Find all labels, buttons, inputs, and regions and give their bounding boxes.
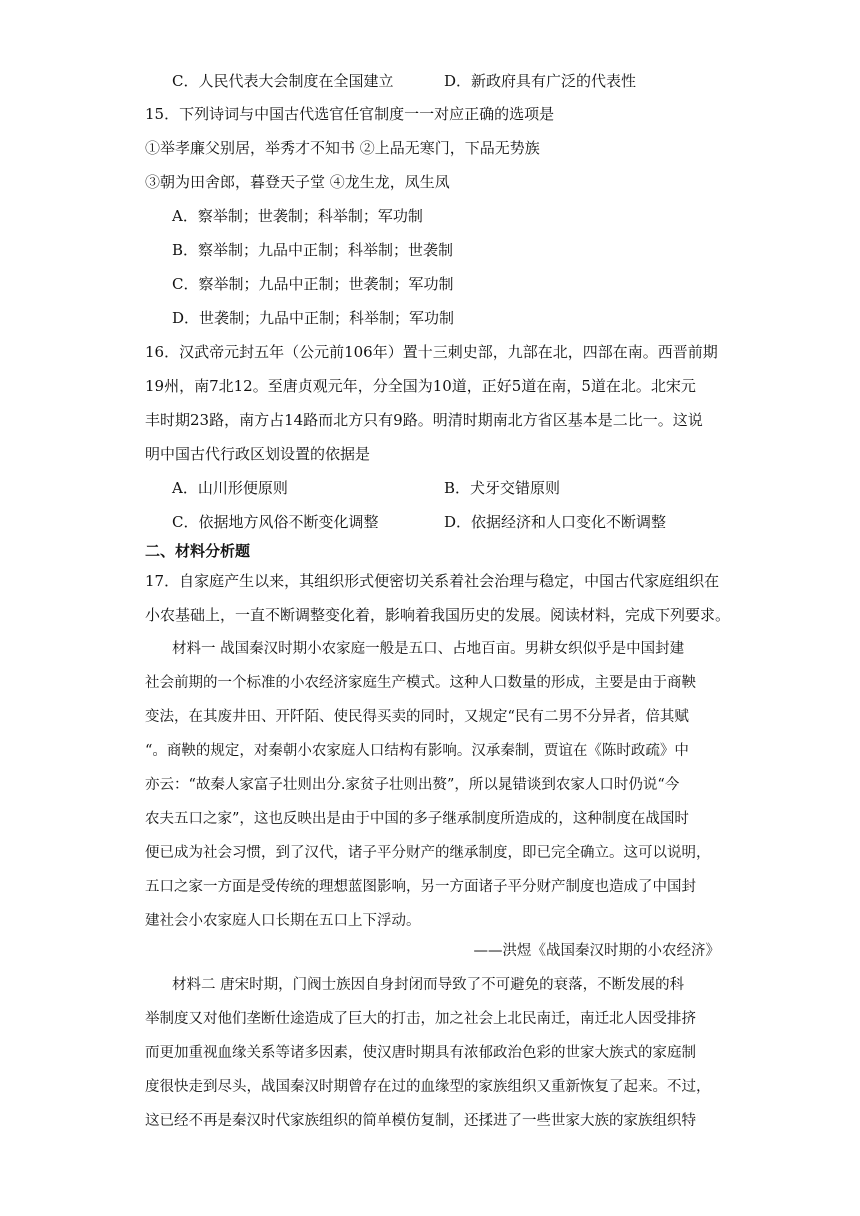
q16-option-a: A．山川形便原则 bbox=[172, 479, 288, 497]
material-1-line: 亦云：“故秦人家富子壮则出分.家贫子壮则出赘”，所以晁错谈到农家人口时仍说“今 bbox=[145, 777, 680, 793]
material-2-line: 而更加重视血缘关系等诸多因素，使汉唐时期具有浓郁政治色彩的世家大族式的家庭制 bbox=[145, 1045, 696, 1061]
material-1-line: 五口之家一方面是受传统的理想蓝图影响，另一方面诸子平分财产制度也造成了中国封 bbox=[145, 879, 696, 895]
q16-options-cd bbox=[172, 512, 747, 532]
q16-option-b: B．犬牙交错原则 bbox=[444, 479, 561, 497]
q14-option-d: D．新政府具有广泛的代表性 bbox=[444, 72, 637, 90]
q14-options-cd bbox=[172, 71, 747, 91]
material-2-line: 度很快走到尽头，战国秦汉时期曾存在过的血缘型的家族组织又重新恢复了起来。不过， bbox=[145, 1079, 711, 1095]
material-2-line: 材料二 唐宋时期，门阀士族因自身封闭而导致了不可避免的衰落，不断发展的科 bbox=[172, 977, 685, 993]
q15-stem: 15．下列诗词与中国古代选官任官制度一一对应正确的选项是 bbox=[145, 105, 555, 123]
q16-stem-line-2: 19州，南7北12。至唐贞观元年，分全国为10道，正好5道在南，5道在北。北宋元 bbox=[145, 377, 696, 395]
q17-stem-line-2: 小农基础上，一直不断调整变化着，影响着我国历史的发展。阅读材料，完成下列要求。 bbox=[145, 606, 731, 624]
material-1-line: 便已成为社会习惯，到了汉代，诸子平分财产的继承制度，即已完全确立。这可以说明， bbox=[145, 845, 711, 861]
q16-stem-line-4: 明中国古代行政区划设置的依据是 bbox=[145, 445, 371, 463]
material-1-source: ——洪煜《战国秦汉时期的小农经济》 bbox=[473, 943, 720, 959]
q15-option-c: C．察举制；九品中正制；世袭制；军功制 bbox=[172, 275, 454, 293]
section-heading: 二、材料分析题 bbox=[145, 542, 251, 560]
q16-option-c: C．依据地方风俗不断变化调整 bbox=[172, 513, 379, 531]
material-1-line: 建社会小农家庭人口长期在五口上下浮动。 bbox=[145, 913, 421, 929]
q15-poem-line-1: ①举孝廉父别居，举秀才不知书 ②上品无寒门，下品无势族 bbox=[145, 139, 540, 157]
material-1-line: 变法，在其废井田、开阡陌、使民得买卖的同时，又规定“民有二男不分异者，倍其赋 bbox=[145, 709, 689, 725]
q15-poem-line-2: ③朝为田舍郎，暮登天子堂 ④龙生龙，凤生凤 bbox=[145, 173, 450, 191]
q16-stem-line-1: 16．汉武帝元封五年（公元前106年）置十三刺史部，九部在北，四部在南。西晋前期 bbox=[145, 343, 718, 361]
q15-option-b: B．察举制；九品中正制；科举制；世袭制 bbox=[172, 241, 454, 259]
material-1-line: 农夫五口之家”，这也反映出是由于中国的多子继承制度所造成的，这种制度在战国时 bbox=[145, 811, 689, 827]
q15-option-d: D．世袭制；九品中正制；科举制；军功制 bbox=[172, 309, 455, 327]
material-1-line: “。商鞅的规定，对秦朝小农家庭人口结构有影响。汉承秦制，贾谊在《陈时政疏》中 bbox=[145, 743, 689, 759]
q16-options-ab bbox=[172, 478, 747, 498]
q17-stem-line-1: 17．自家庭产生以来，其组织形式便密切关系着社会治理与稳定，中国古代家庭组织在 bbox=[145, 572, 720, 590]
material-1-line: 社会前期的一个标准的小农经济家庭生产模式。这种人口数量的形成，主要是由于商鞅 bbox=[145, 675, 696, 691]
q16-stem-line-3: 丰时期23路，南方占14路而北方只有9路。明清时期南北方省区基本是二比一。这说 bbox=[145, 411, 703, 429]
q15-option-a: A．察举制；世袭制；科举制；军功制 bbox=[172, 207, 423, 225]
material-1-line: 材料一 战国秦汉时期小农家庭一般是五口、占地百亩。男耕女织似乎是中国封建 bbox=[172, 641, 685, 657]
material-2-line: 这已经不再是秦汉时代家族组织的简单模仿复制，还揉进了一些世家大族的家族组织特 bbox=[145, 1113, 696, 1129]
material-2-line: 举制度又对他们垄断仕途造成了巨大的打击，加之社会上北民南迁，南迁北人因受排挤 bbox=[145, 1011, 696, 1027]
q16-option-d: D．依据经济和人口变化不断调整 bbox=[444, 513, 667, 531]
q14-option-c: C．人民代表大会制度在全国建立 bbox=[172, 72, 394, 90]
